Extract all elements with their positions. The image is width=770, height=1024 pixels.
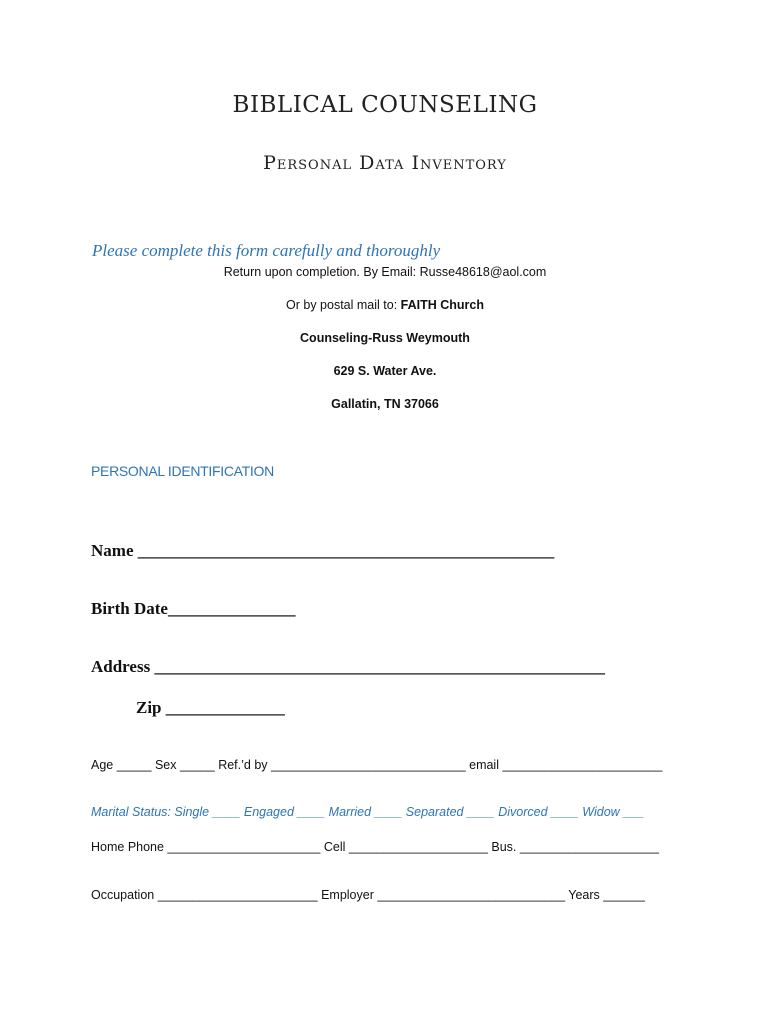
phone-row[interactable]: Home Phone ______________________ Cell ____________________ Bus. ____________________ xyxy=(91,840,659,854)
instruction-tagline: Please complete this form carefully and thoroughly xyxy=(92,241,441,260)
address-field[interactable]: Address _____________________________________________________ xyxy=(91,657,605,676)
postal-mail-line xyxy=(0,298,770,312)
birth-date-field[interactable]: Birth Date_______________ xyxy=(91,599,296,618)
age-sex-referral-email-row[interactable]: Age _____ Sex _____ Ref.’d by ____________________________ email _______________________ xyxy=(91,758,663,772)
postal-org: FAITH Church xyxy=(400,298,484,312)
address-line-1: Counseling-Russ Weymouth xyxy=(300,331,470,345)
form-title: BIBLICAL COUNSELING xyxy=(232,92,538,118)
form-subtitle: Personal Data Inventory xyxy=(263,152,507,174)
zip-field[interactable]: Zip ______________ xyxy=(136,698,285,717)
name-field[interactable]: Name _________________________________________________ xyxy=(91,541,555,560)
section-heading-personal-identification: PERSONAL IDENTIFICATION xyxy=(91,463,274,479)
address-line-2: 629 S. Water Ave. xyxy=(333,364,437,378)
marital-status-row[interactable]: Marital Status: Single ____ Engaged ____ Married ____ Separated ____ Divorced ____ Widow ___ xyxy=(91,805,645,819)
address-line-3: Gallatin, TN 37066 xyxy=(331,397,439,411)
return-email-line: Return upon completion. By Email: Russe48618@aol.com xyxy=(223,265,547,279)
occupation-row[interactable]: Occupation _______________________ Employer ___________________________ Years ______ xyxy=(91,888,645,902)
postal-prefix: Or by postal mail to: xyxy=(286,298,401,312)
